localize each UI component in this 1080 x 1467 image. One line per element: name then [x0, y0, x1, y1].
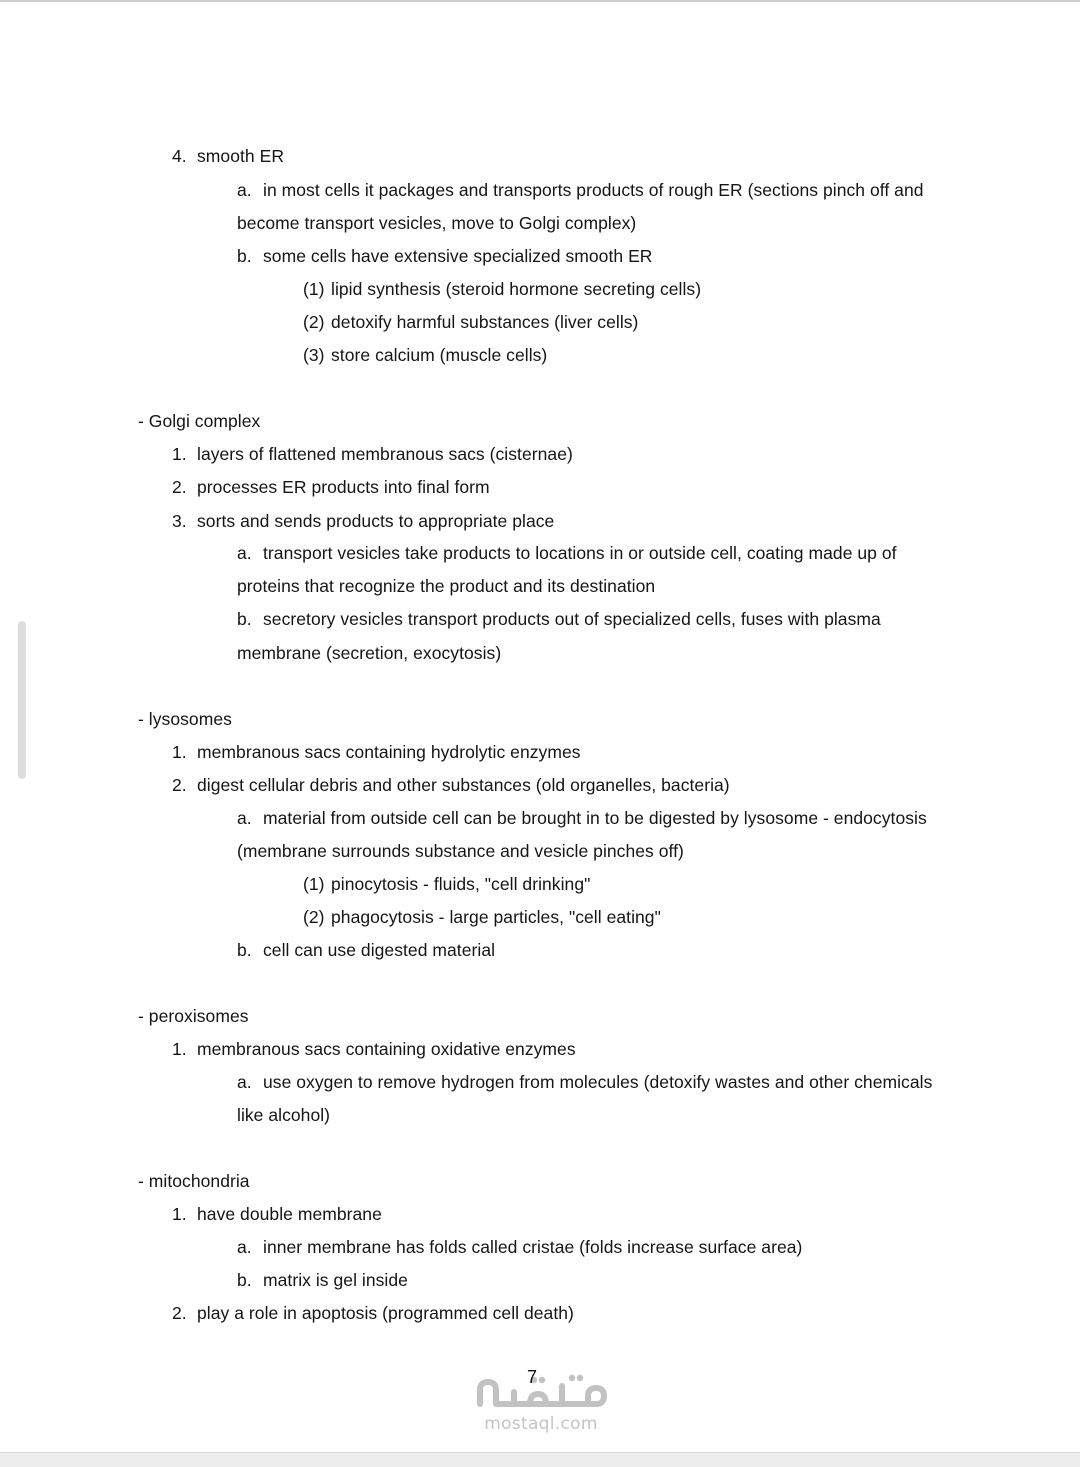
- list-item: [172, 476, 490, 498]
- list-text: layers of flattened membranous sacs (cisternae): [197, 444, 573, 464]
- section-heading: - mitochondria: [138, 1171, 250, 1191]
- list-item: [237, 1269, 408, 1291]
- list-item: [237, 608, 881, 630]
- list-text: membrane (secretion, exocytosis): [237, 643, 502, 663]
- list-marker: b.: [237, 246, 252, 266]
- list-marker: (2): [303, 907, 325, 927]
- list-item: [172, 1302, 574, 1324]
- list-text: membranous sacs containing hydrolytic enzymes: [197, 742, 581, 762]
- list-marker: 1.: [172, 742, 187, 762]
- list-item: [237, 1236, 802, 1258]
- list-item-continuation: [237, 642, 501, 664]
- list-marker: (3): [303, 345, 325, 365]
- list-item: [237, 179, 924, 201]
- list-text: processes ER products into final form: [197, 477, 490, 497]
- list-text: pinocytosis - fluids, "cell drinking": [331, 874, 591, 894]
- list-marker: 1.: [172, 1039, 187, 1059]
- list-item: [237, 1071, 932, 1093]
- list-item-continuation: [237, 840, 684, 862]
- list-item: [172, 1038, 576, 1060]
- list-marker: a.: [237, 808, 252, 828]
- watermark: [470, 1368, 612, 1438]
- list-text: membranous sacs containing oxidative enzymes: [197, 1039, 576, 1059]
- list-item: [303, 873, 590, 895]
- list-item: [303, 344, 547, 366]
- list-text: have double membrane: [197, 1204, 382, 1224]
- list-marker: b.: [237, 940, 252, 960]
- list-marker: b.: [237, 1270, 252, 1290]
- list-text: smooth ER: [197, 146, 285, 166]
- list-item-continuation: [237, 575, 655, 597]
- list-text: cell can use digested material: [263, 940, 496, 960]
- list-text: proteins that recognize the product and its destination: [237, 576, 656, 596]
- list-text: like alcohol): [237, 1105, 331, 1125]
- list-text: become transport vesicles, move to Golgi complex): [237, 213, 637, 233]
- list-text: digest cellular debris and other substances (old organelles, bacteria): [197, 775, 730, 795]
- list-marker: a.: [237, 543, 252, 563]
- list-item: [237, 807, 927, 829]
- list-marker: a.: [237, 1237, 252, 1257]
- list-item-continuation: [237, 1104, 330, 1126]
- list-text: store calcium (muscle cells): [331, 345, 548, 365]
- section-heading: - Golgi complex: [138, 411, 261, 431]
- list-text: secretory vesicles transport products out of specialized cells, fuses with plasma: [263, 609, 881, 629]
- list-marker: 1.: [172, 444, 187, 464]
- list-item: [172, 443, 573, 465]
- list-item: [303, 311, 638, 333]
- scrollbar-thumb[interactable]: [18, 621, 26, 779]
- section-heading: - lysosomes: [138, 709, 232, 729]
- list-item: [172, 510, 554, 532]
- list-item: [172, 741, 581, 763]
- list-text: sorts and sends products to appropriate place: [197, 511, 555, 531]
- list-item: [237, 542, 897, 564]
- list-item: [172, 145, 284, 167]
- list-item: [172, 774, 730, 796]
- list-text: phagocytosis - large particles, "cell eating": [331, 907, 661, 927]
- list-item-continuation: [237, 212, 636, 234]
- list-marker: (1): [303, 279, 325, 299]
- watermark-site: mostaql.com: [484, 1414, 598, 1434]
- list-text: detoxify harmful substances (liver cells): [331, 312, 639, 332]
- section-heading: - peroxisomes: [138, 1006, 249, 1026]
- list-text: in most cells it packages and transports products of rough ER (sections pinch off and: [263, 180, 924, 200]
- page-number: 7: [527, 1367, 538, 1387]
- list-marker: (1): [303, 874, 325, 894]
- list-item: [303, 906, 661, 928]
- list-marker: (2): [303, 312, 325, 332]
- list-text: (membrane surrounds substance and vesicle pinches off): [237, 841, 684, 861]
- list-text: matrix is gel inside: [263, 1270, 408, 1290]
- mostaql-logo: [470, 1368, 612, 1414]
- list-text: some cells have extensive specialized smooth ER: [263, 246, 653, 266]
- list-marker: 3.: [172, 511, 187, 531]
- list-marker: a.: [237, 180, 252, 200]
- list-item: [303, 278, 701, 300]
- list-item: [237, 939, 495, 961]
- list-marker: 2.: [172, 775, 187, 795]
- top-border: [0, 0, 1080, 2]
- list-text: use oxygen to remove hydrogen from molecules (detoxify wastes and other chemicals: [263, 1072, 933, 1092]
- list-text: transport vesicles take products to locations in or outside cell, coating made up of: [263, 543, 897, 563]
- list-item: [172, 1203, 382, 1225]
- bottom-border: [0, 1452, 1080, 1467]
- list-text: material from outside cell can be brought in to be digested by lysosome - endocytosis: [263, 808, 927, 828]
- list-text: lipid synthesis (steroid hormone secreting cells): [331, 279, 702, 299]
- list-item: [237, 245, 652, 267]
- list-marker: 2.: [172, 1303, 187, 1323]
- list-text: play a role in apoptosis (programmed cell death): [197, 1303, 574, 1323]
- list-marker: 2.: [172, 477, 187, 497]
- list-marker: a.: [237, 1072, 252, 1092]
- list-text: inner membrane has folds called cristae (folds increase surface area): [263, 1237, 803, 1257]
- list-marker: b.: [237, 609, 252, 629]
- list-marker: 1.: [172, 1204, 187, 1224]
- list-marker: 4.: [172, 146, 187, 166]
